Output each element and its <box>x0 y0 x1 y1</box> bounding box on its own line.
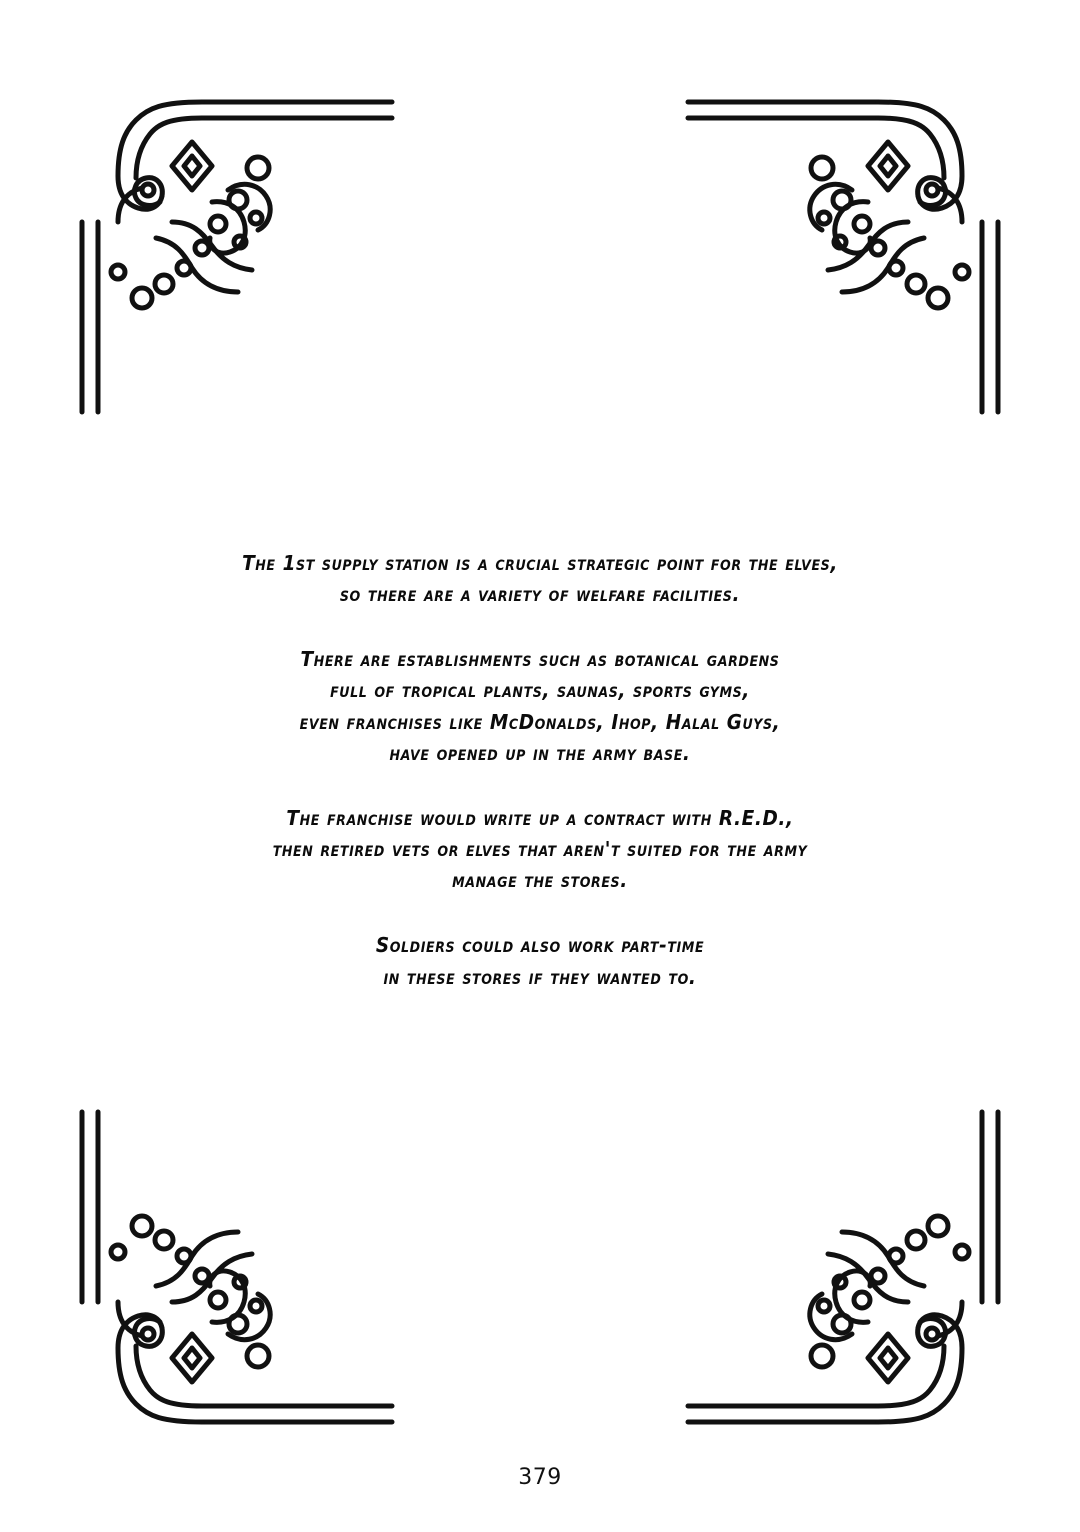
narration-line: then retired vets or elves that aren't suited for the army <box>272 837 808 862</box>
corner-flourish-ornament-bottom-left <box>52 1092 412 1452</box>
narration-line: so there are a variety of welfare facilities. <box>339 582 741 607</box>
corner-flourish-ornament-top-left <box>52 72 412 432</box>
narration-line: The franchise would write up a contract with R.E.D., <box>286 805 794 830</box>
narration-paragraph-4 <box>120 930 960 992</box>
narration-line: There are establishments such as botanical gardens <box>300 647 780 672</box>
narration-line: Soldiers could also work part-time <box>375 933 705 958</box>
corner-flourish-ornament-top-right <box>668 72 1028 432</box>
narration-text-block <box>0 548 1080 993</box>
narration-line: in these stores if they wanted to. <box>383 964 697 989</box>
narration-line: even franchises like McDonalds, Ihop, Halal Guys, <box>299 709 781 734</box>
narration-line: The 1st supply station is a crucial strategic point for the elves, <box>242 551 838 575</box>
page-number: 379 <box>518 1465 562 1490</box>
corner-flourish-ornament-bottom-right <box>668 1092 1028 1452</box>
narration-paragraph-3 <box>120 803 960 896</box>
narration-paragraph-2 <box>120 644 960 769</box>
narration-line: full of tropical plants, saunas, sports gyms, <box>330 678 750 703</box>
narration-paragraph-1 <box>120 548 960 610</box>
narration-line: manage the stores. <box>452 868 628 893</box>
narration-line: have opened up in the army base. <box>389 740 691 765</box>
